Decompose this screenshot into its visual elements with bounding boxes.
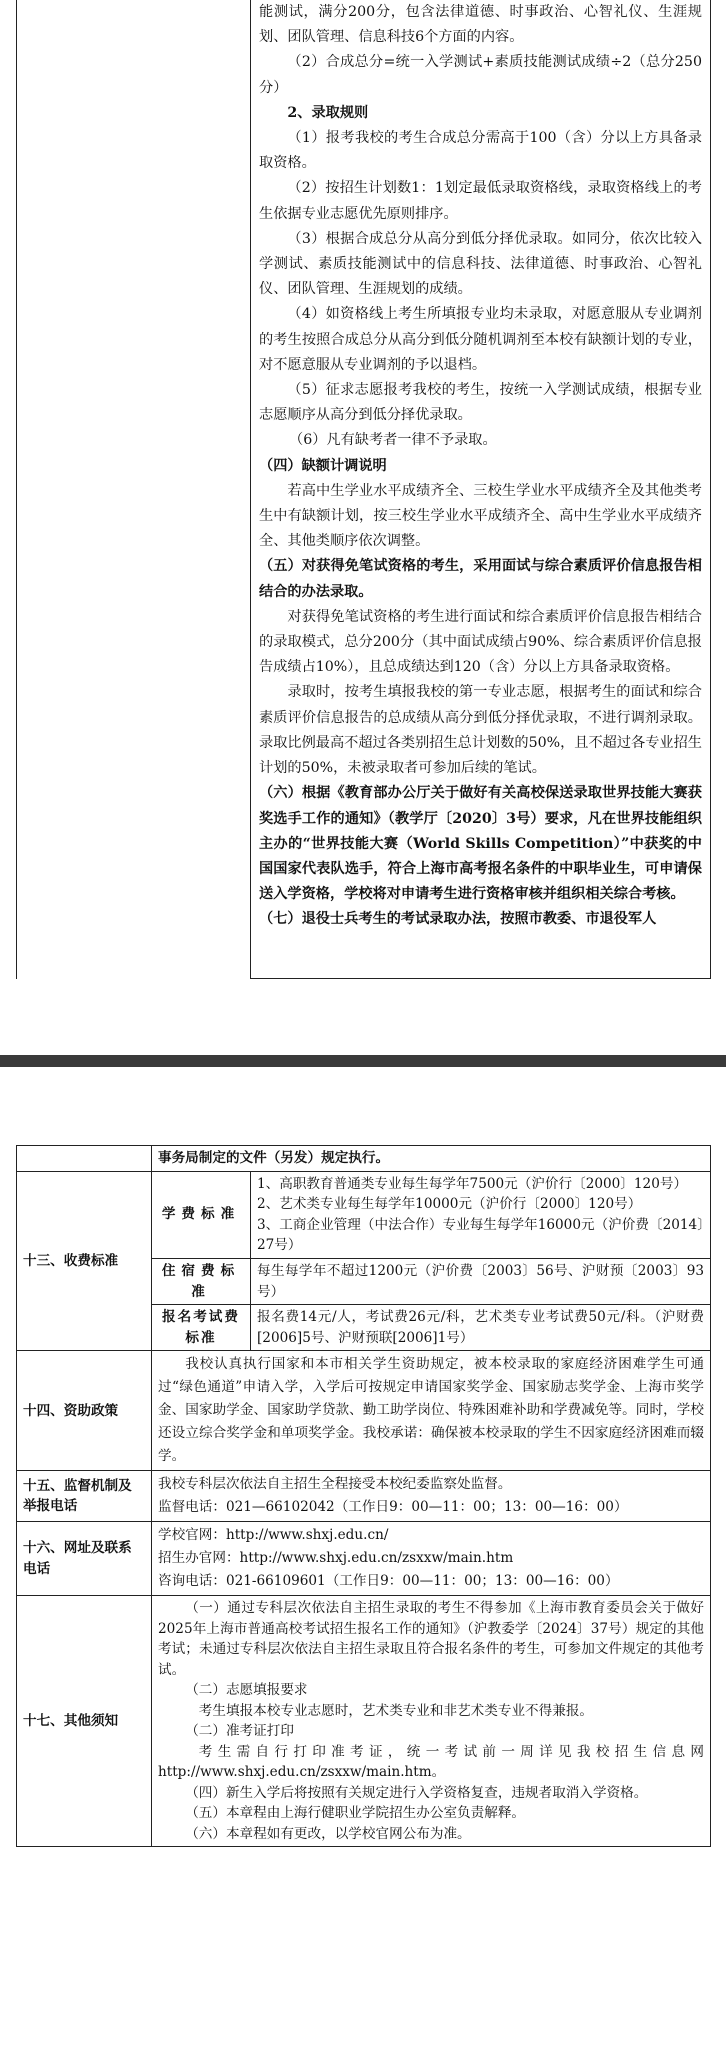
tuition-line: 3、工商企业管理（中法合作）专业每生每学年16000元（沪价费〔2014〕27号） — [257, 1216, 704, 1254]
note-item: （一）通过专科层次依法自主招生录取的考生不得参加《上海市教育委员会关于做好2025年上海市普通高校考试招生报名工作的通知》（沪教委学〔2024〕37号）规定的其他考试；未通过专科层次依法自主招生录取且符合报名条件的考生，可参加文件规定的其他考试。 — [158, 1600, 704, 1678]
charter-table — [16, 1145, 711, 1847]
section-heading: （六）根据《教育部办公厅关于做好有关高校保送录取世界技能大赛获奖选手工作的通知》（教学厅〔2020〕3号）要求，凡在世界技能组织主办的“世界技能大赛（World Skills Competition）”中获奖的中国国家代表队选手，符合上海市高考报名条件的中职毕业生，可申请保送入学资格，学校将对申请考生进行资格审核并组织相关综合考核。 — [259, 785, 702, 903]
paragraph: （2）按招生计划数1：1划定最低录取资格线，录取资格线上的考生依据专业志愿优先原则排序。 — [259, 180, 702, 222]
table-row — [17, 1171, 711, 1258]
paragraph: 对获得免笔试资格的考生进行面试和综合素质评价信息报告相结合的录取模式，总分200分（其中面试成绩占90%、综合素质评价信息报告成绩占10%），且总成绩达到120（含）分以上方具备录取资格。 — [259, 608, 702, 676]
aid-content: 我校认真执行国家和本市相关学生资助规定，被本校录取的家庭经济困难学生可通过“绿色通道”申请入学，入学后可按规定申请国家奖学金、国家励志奖学金、上海市奖学金、国家助学金、国家助学贷款、勤工助学岗位、特殊困难补助和学费减免等。同时，学校还设立综合奖学金和单项奖学金。我校承诺：确保被本校录取的学生不因家庭经济困难而辍学。 — [152, 1351, 711, 1471]
table-left-border — [16, 0, 17, 979]
section-heading: （七）退役士兵考生的考试录取办法，按照市教委、市退役军人 — [259, 911, 657, 928]
supervision-header: 十五、监督机制及举报电话 — [17, 1471, 152, 1522]
admissions-website-link[interactable]: 招生办官网：http://www.shxj.edu.cn/zsxxw/main.htm — [158, 1550, 514, 1567]
paragraph: 能测试，满分200分，包含法律道德、时事政治、心智礼仪、生涯规划、团队管理、信息科技6个方面的内容。 — [259, 4, 702, 46]
contact-content — [152, 1522, 711, 1596]
fee-header: 十三、收费标准 — [17, 1171, 152, 1351]
intro-text: 事务局制定的文件（另发）规定执行。 — [152, 1146, 711, 1172]
notes-header: 十七、其他须知 — [17, 1596, 152, 1847]
tuition-line: 1、高职教育普通类专业每生每学年7500元（沪价行〔2000〕120号） — [257, 1175, 688, 1192]
paragraph: 录取时，按考生填报我校的第一专业志愿，根据考生的面试和综合素质评价信息报告的总成绩从高分到低分择优录取，不进行调剂录取。录取比例最高不超过各类别招生总计划数的50%，且不超过各专业招生计划的50%，未被录取者可参加后续的笔试。 — [259, 684, 702, 777]
tuition-content — [251, 1171, 711, 1258]
contact-header: 十六、网址及联系电话 — [17, 1522, 152, 1596]
table-row — [17, 1522, 711, 1596]
exam-fee-label: 报名考试费标准 — [152, 1305, 251, 1351]
section-heading: （四）缺额计调说明 — [259, 457, 387, 474]
page-divider — [0, 1055, 726, 1067]
paragraph: （6）凡有缺考者一律不予录取。 — [289, 432, 497, 449]
content-cell — [250, 0, 711, 979]
paragraph: （4）如资格线上考生所填报专业均未录取，对愿意服从专业调剂的考生按照合成总分从高分到低分随机调剂至本校有缺额计划的专业，对不愿意服从专业调剂的予以退档。 — [259, 306, 702, 373]
school-website-link[interactable]: 学校官网：http://www.shxj.edu.cn/ — [158, 1527, 389, 1544]
empty-cell — [17, 1146, 152, 1172]
table-row — [17, 1471, 711, 1522]
paragraph: （3）根据合成总分从高分到低分择优录取。如同分，依次比较入学测试、素质技能测试中的信息科技、法律道德、时事政治、心智礼仪、团队管理、生涯规划的成绩。 — [259, 230, 702, 298]
note-item: （五）本章程由上海行健职业学院招生办公室负责解释。 — [185, 1805, 526, 1822]
section-heading: （五）对获得免笔试资格的考生，采用面试与综合素质评价信息报告相结合的办法录取。 — [259, 558, 702, 600]
note-item: （二）准考证打印 — [185, 1723, 294, 1740]
supervision-phone: 监督电话：021—66102042（工作日9：00—11：00；13：00—16：00） — [158, 1499, 628, 1516]
tuition-line: 2、艺术类专业每生每学年10000元（沪价行〔2000〕120号） — [257, 1196, 642, 1213]
table-row — [17, 1146, 711, 1172]
note-item: 考生需自行打印准考证，统一考试前一周详见我校招生信息网http://www.shxj.edu.cn/zsxxw/main.htm。 — [158, 1743, 704, 1781]
table-row — [17, 1596, 711, 1847]
tuition-label: 学费标准 — [152, 1171, 251, 1258]
consult-phone: 咨询电话：021-66109601（工作日9：00—11：00；13：00—16：00） — [158, 1573, 619, 1590]
paragraph: 若高中生学业水平成绩齐全、三校生学业水平成绩齐全及其他类考生中有缺额计划，按三校生学业水平成绩齐全、高中生学业水平成绩齐全、其他类顺序依次调整。 — [259, 482, 702, 550]
supervision-line: 我校专科层次依法自主招生全程接受本校纪委监察处监督。 — [158, 1476, 512, 1493]
note-item: （六）本章程如有更改，以学校官网公布为准。 — [185, 1825, 471, 1842]
exam-fee-content: 报名费14元/人，考试费26元/科，艺术类专业考试费50元/科。（沪财费[2006]5号、沪财预联[2006]1号） — [251, 1305, 711, 1351]
lodging-label: 住宿费标准 — [152, 1258, 251, 1304]
paragraph: （2）合成总分=统一入学测试+素质技能测试成绩÷2（总分250分） — [259, 54, 702, 96]
note-item: （二）志愿填报要求 — [185, 1682, 308, 1699]
notes-content — [152, 1596, 711, 1847]
supervision-content — [152, 1471, 711, 1522]
paragraph: （1）报考我校的考生合成总分需高于100（含）分以上方具备录取资格。 — [259, 130, 702, 172]
note-item: 考生填报本校专业志愿时，艺术类专业和非艺术类专业不得兼报。 — [198, 1702, 594, 1719]
aid-header: 十四、资助政策 — [17, 1351, 152, 1471]
paragraph: （5）征求志愿报考我校的考生，按统一入学测试成绩，根据专业志愿顺序从高分到低分择优录取。 — [259, 382, 702, 424]
document-page-2 — [0, 1067, 726, 2071]
page-gap — [0, 982, 726, 1055]
table-row — [17, 1351, 711, 1471]
lodging-content: 每生每学年不超过1200元（沪价费〔2003〕56号、沪财预〔2003〕93号） — [251, 1258, 711, 1304]
section-heading: 2、录取规则 — [287, 104, 369, 121]
document-page-1 — [0, 0, 726, 982]
note-item: （四）新生入学后将按照有关规定进行入学资格复查，违规者取消入学资格。 — [185, 1784, 648, 1801]
